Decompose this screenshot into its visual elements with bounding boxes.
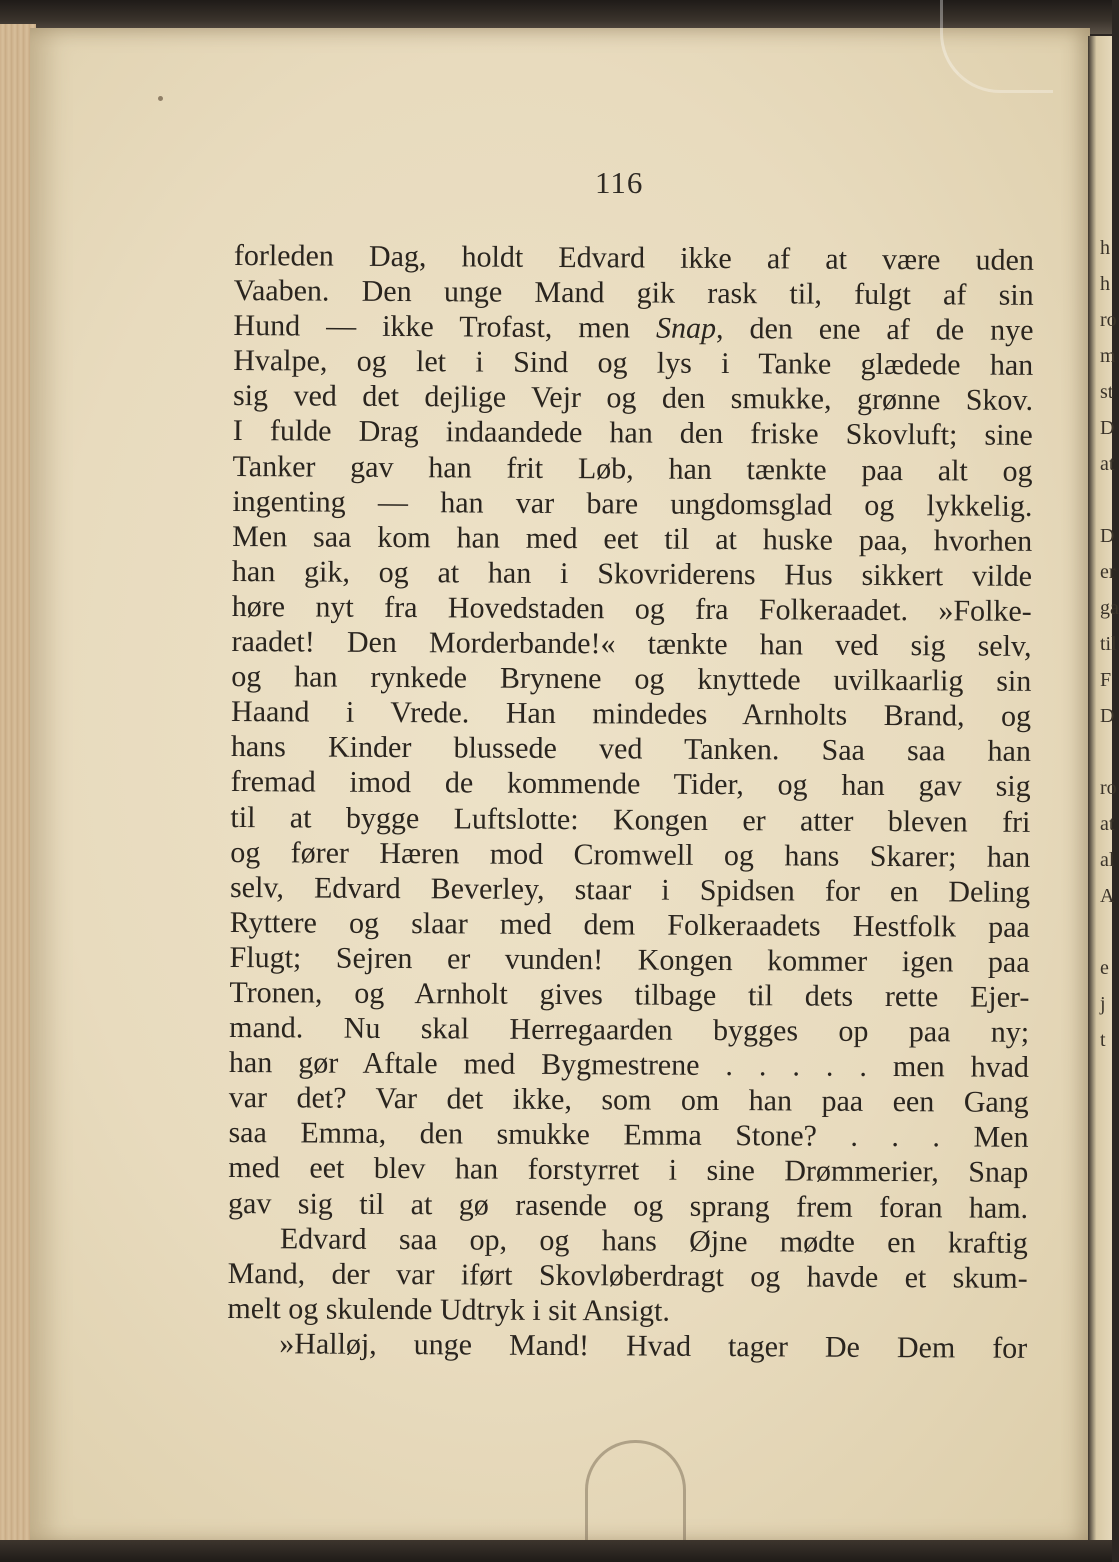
text-line: mand. Nu skal Herregaarden bygges op paa ny;: [229, 1011, 1030, 1049]
text-line: sig ved det dejlige Vejr og den smukke, grønne Skov.: [232, 379, 1034, 418]
body-text: [227, 238, 1034, 1366]
text-line: forleden Dag, holdt Edvard ikke af at være uden: [233, 238, 1034, 277]
text-line: han gør Aftale med Bygmestrene . . . . . men hvad: [228, 1046, 1030, 1085]
text-line: Ryttere og slaar med dem Folkeraadets Hestfolk paa: [229, 905, 1030, 944]
text-line: Mand, der var iført Skovløberdragt og havde et skum-: [227, 1256, 1028, 1295]
text-line: Tanker gav han frit Løb, han tænkte paa alt og: [232, 449, 1033, 488]
text-line: ingenting — han var bare ungdomsglad og lykkelig.: [232, 484, 1033, 523]
text-line: han gik, og at han i Skovriderens Hus sikkert vilde: [231, 554, 1033, 593]
text-line: med eet blev han forstyrret i sine Drømmerier, Snap: [228, 1151, 1029, 1190]
text-line: til at bygge Luftslotte: Kongen er atter bleven fri: [230, 800, 1031, 839]
facing-page-text-fragments: h h ro m st D at D er ga til F D ro at al A e j t: [1100, 237, 1119, 1051]
text-line: var det? Var det ikke, som om han paa een Gang: [228, 1081, 1029, 1120]
text-line: Vaaben. Den unge Mand gik rask til, fulgt af sin: [233, 274, 1034, 312]
text-line: Men saa kom han med eet til at huske paa, hvorhen: [232, 519, 1033, 558]
text-line: Hund — ikke Trofast, men Snap, den ene af de nye: [233, 309, 1034, 348]
text-line: og han rynkede Brynene og knyttede uvilkaarlig sin: [231, 660, 1032, 699]
text-line: høre nyt fra Hovedstaden og fra Folkeraadet. »Folke-: [231, 589, 1032, 628]
text-line: Hvalpe, og let i Sind og lys i Tanke glædede han: [233, 344, 1034, 383]
text-line: selv, Edvard Beverley, staar i Spidsen for en Deling: [229, 870, 1031, 909]
text-line: I fulde Drag indaandede han den friske Skovluft; sine: [232, 414, 1033, 453]
text-line: Edvard saa op, og hans Øjne mødte en kraftig: [279, 1221, 1028, 1260]
text-line: raadet! Den Morderbande!« tænkte han ved sig selv,: [231, 625, 1032, 663]
paper-clip-shadow-bottom: [585, 1440, 686, 1553]
book-bottom-edge: [0, 1540, 1112, 1562]
text-line: »Halløj, unge Mand! Hvad tager De Dem for: [279, 1327, 1028, 1365]
italic-dog-name: Snap: [655, 311, 717, 346]
page-number: 116: [595, 165, 644, 200]
text-line: melt og skulende Udtryk i sit Ansigt.: [227, 1291, 671, 1328]
text-line: Flugt; Sejren er vunden! Kongen kommer igen paa: [229, 940, 1030, 979]
text-line: gav sig til at gø rasende og sprang frem foran ham.: [228, 1186, 1029, 1225]
text-line: Haand i Vrede. Han mindedes Arnholts Brand, og: [231, 695, 1032, 734]
paper-speck: [158, 96, 163, 101]
text-line: fremad imod de kommende Tider, og han gav sig: [230, 765, 1031, 804]
text-line: Tronen, og Arnholt gives tilbage til dets rette Ejer-: [229, 975, 1030, 1014]
text-line: og fører Hæren mod Cromwell og hans Skarer; han: [230, 835, 1031, 874]
text-line: saa Emma, den smukke Emma Stone? . . . Men: [228, 1116, 1029, 1155]
text-line: hans Kinder blussede ved Tanken. Saa saa han: [230, 730, 1031, 769]
